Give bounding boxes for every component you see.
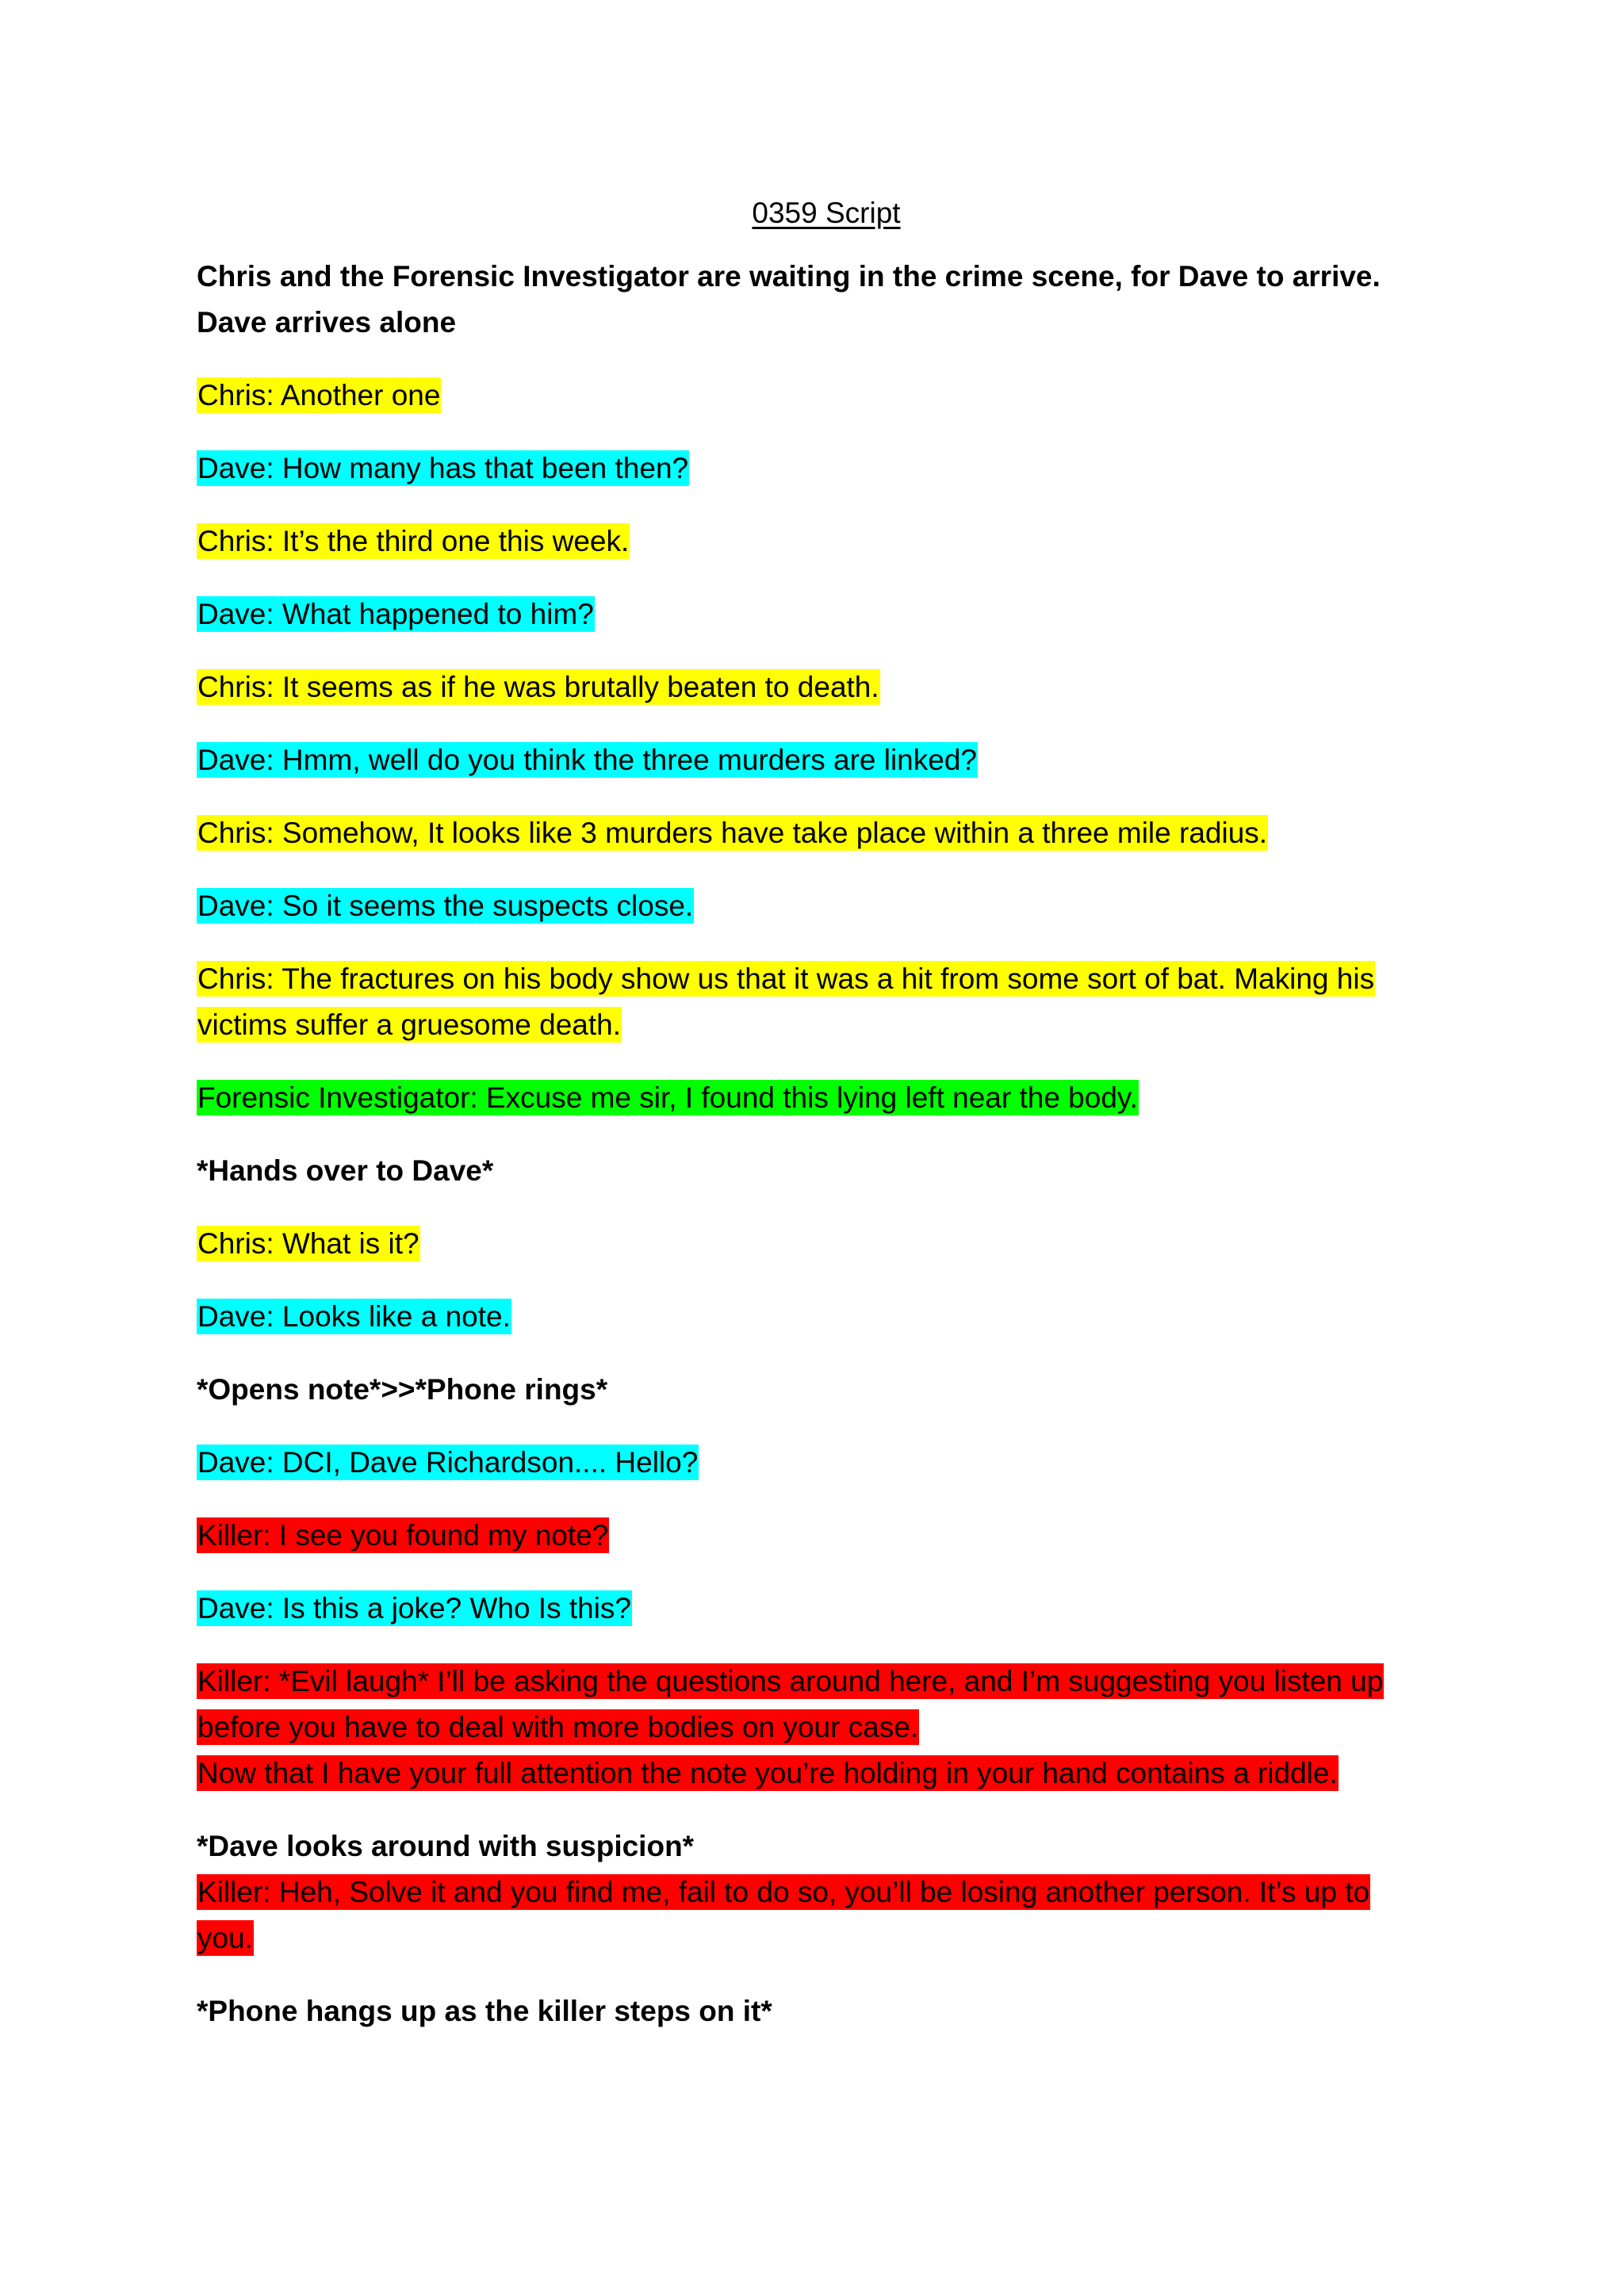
dialogue-text: Chris: What is it?: [197, 1227, 419, 1260]
dialogue-line-chris: [197, 1221, 1434, 1267]
dialogue-text: Forensic Investigator: Excuse me sir, I found this lying left near the body.: [197, 1081, 1138, 1114]
stage-direction: [197, 1367, 1434, 1413]
dialogue-text: Dave: DCI, Dave Richardson.... Hello?: [197, 1446, 699, 1479]
dialogue-text: Dave: So it seems the suspects close.: [197, 890, 694, 922]
dialogue-line-chris: [197, 956, 1434, 1048]
dialogue-text: Dave: Hmm, well do you think the three murders are linked?: [197, 744, 977, 776]
dialogue-text: Chris: It seems as if he was brutally beaten to death.: [197, 671, 879, 703]
dialogue-line-dave: [197, 446, 1434, 492]
dialogue-line-chris: [197, 664, 1434, 710]
dialogue-line-dave: [197, 737, 1434, 783]
dialogue-line-killer: [197, 1659, 1434, 1797]
stage-direction-text: Chris and the Forensic Investigator are waiting in the crime scene, for Dave to arrive. Dave arrives alone: [197, 260, 1381, 339]
dialogue-text: Chris: It’s the third one this week.: [197, 525, 630, 557]
stage-direction-text: *Opens note*>>*Phone rings*: [197, 1373, 608, 1406]
dialogue-text: Killer: I see you found my note?: [197, 1519, 609, 1552]
stage-direction-text: *Hands over to Dave*: [197, 1154, 494, 1187]
dialogue-text: Dave: Looks like a note.: [197, 1300, 511, 1333]
dialogue-text: Chris: Another one: [197, 379, 441, 411]
dialogue-text: Dave: How many has that been then?: [197, 452, 689, 484]
dialogue-text: Now that I have your full attention the note you’re holding in your hand contains a riddle.: [197, 1757, 1338, 1789]
dialogue-text: Killer: *Evil laugh* I’ll be asking the questions around here, and I’m suggesting you listen up before you have to deal with more bodies on your case.: [197, 1665, 1384, 1743]
dialogue-line-dave: [197, 591, 1434, 637]
dialogue-text: Killer: Heh, Solve it and you find me, fail to do so, you’ll be losing another person. It’s up to you.: [197, 1876, 1370, 1954]
dialogue-text: Dave: What happened to him?: [197, 598, 594, 630]
stage-direction: [197, 254, 1434, 346]
dialogue-text: Dave: Is this a joke? Who Is this?: [197, 1592, 632, 1624]
stage-direction-text: *Phone hangs up as the killer steps on it*: [197, 1995, 772, 2027]
dialogue-text: Chris: Somehow, It looks like 3 murders have take place within a three mile radius.: [197, 817, 1268, 849]
stage-direction: [197, 1823, 1434, 1869]
dialogue-line-dave: [197, 1294, 1434, 1340]
dialogue-line-forensic: [197, 1075, 1434, 1121]
dialogue-line-dave: [197, 1586, 1434, 1632]
stage-direction: [197, 1148, 1434, 1194]
dialogue-line-dave: [197, 883, 1434, 929]
dialogue-text: Chris: The fractures on his body show us that it was a hit from some sort of bat. Making his victims suffer a gruesome death.: [197, 962, 1375, 1041]
dialogue-line-chris: [197, 810, 1434, 856]
dialogue-line-chris: [197, 373, 1434, 419]
stage-direction: [197, 1988, 1434, 2034]
document-title: [197, 190, 1434, 236]
script-page: [197, 190, 1434, 2061]
stage-direction-text: *Dave looks around with suspicion*: [197, 1830, 695, 1862]
dialogue-line-killer: [197, 1869, 1434, 1961]
dialogue-line-dave: [197, 1440, 1434, 1486]
dialogue-line-chris: [197, 519, 1434, 564]
document-title-text: 0359 Script: [752, 197, 901, 229]
dialogue-line-killer: [197, 1513, 1434, 1559]
